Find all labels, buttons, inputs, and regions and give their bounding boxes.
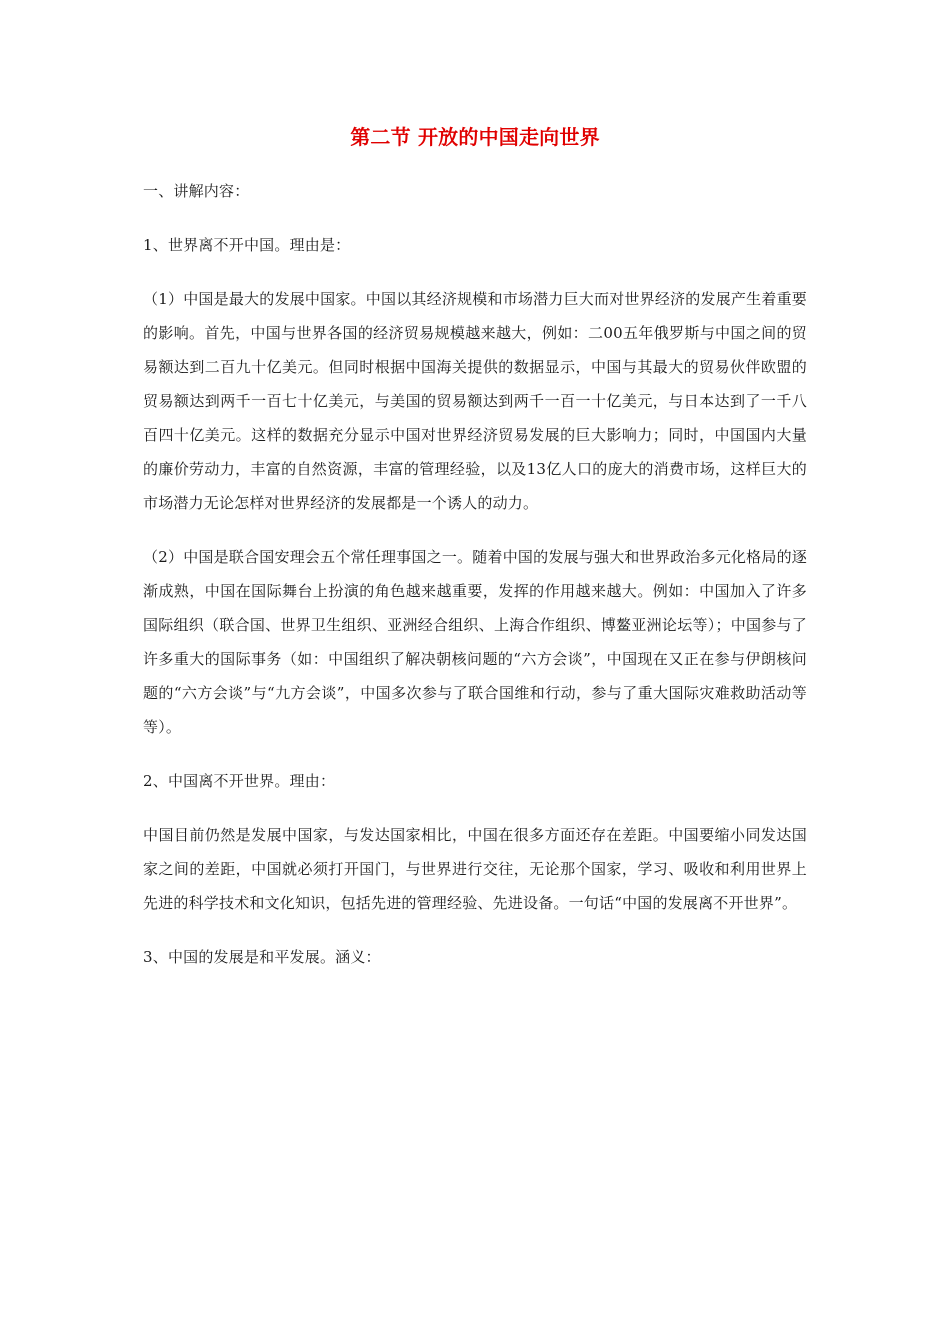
point-2-body: 中国目前仍然是发展中国家，与发达国家相比，中国在很多方面还存在差距。中国要缩小同发达国家之间的差距，中国就必须打开国门，与世界进行交往，无论那个国家，学习、吸收和利用世界上先进的科学技术和文化知识，包括先进的管理经验、先进设备。一句话“中国的发展离不开世界”。 [143, 826, 807, 912]
section-heading-explanation: 一、讲解内容： [143, 182, 250, 200]
point-3-heading: 3、中国的发展是和平发展。涵义： [143, 948, 381, 966]
point-1-reason-1: （1）中国是最大的发展中国家。中国以其经济规模和市场潜力巨大而对世界经济的发展产生着重要的影响。首先，中国与世界各国的经济贸易规模越来越大，例如：二00五年俄罗斯与中国之间的贸易额达到二百九十亿美元。但同时根据中国海关提供的数据显示，中国与其最大的贸易伙伴欧盟的贸易额达到两千一百七十亿美元，与美国的贸易额达到两千一百一十亿美元，与日本达到了一千八百四十亿美元。这样的数据充分显示中国对世界经济贸易发展的巨大影响力；同时，中国国内大量的廉价劳动力，丰富的自然资源，丰富的管理经验，以及13亿人口的庞大的消费市场，这样巨大的市场潜力无论怎样对世界经济的发展都是一个诱人的动力。 [143, 290, 807, 512]
point-1-heading: 1、世界离不开中国。理由是： [143, 236, 351, 254]
page-title: 第二节 开放的中国走向世界 [350, 125, 600, 149]
point-1-reason-2: （2）中国是联合国安理会五个常任理事国之一。随着中国的发展与强大和世界政治多元化格局的逐渐成熟，中国在国际舞台上扮演的角色越来越重要，发挥的作用越来越大。例如：中国加入了许多国际组织（联合国、世界卫生组织、亚洲经合组织、上海合作组织、博鳌亚洲论坛等）；中国参与了许多重大的国际事务（如：中国组织了解决朝核问题的“六方会谈”，中国现在又正在参与伊朗核问题的“六方会谈”与“九方会谈”，中国多次参与了联合国维和行动，参与了重大国际灾难救助活动等等）。 [143, 548, 807, 736]
point-2-heading: 2、中国离不开世界。理由： [143, 772, 336, 790]
document-body [143, 120, 807, 994]
